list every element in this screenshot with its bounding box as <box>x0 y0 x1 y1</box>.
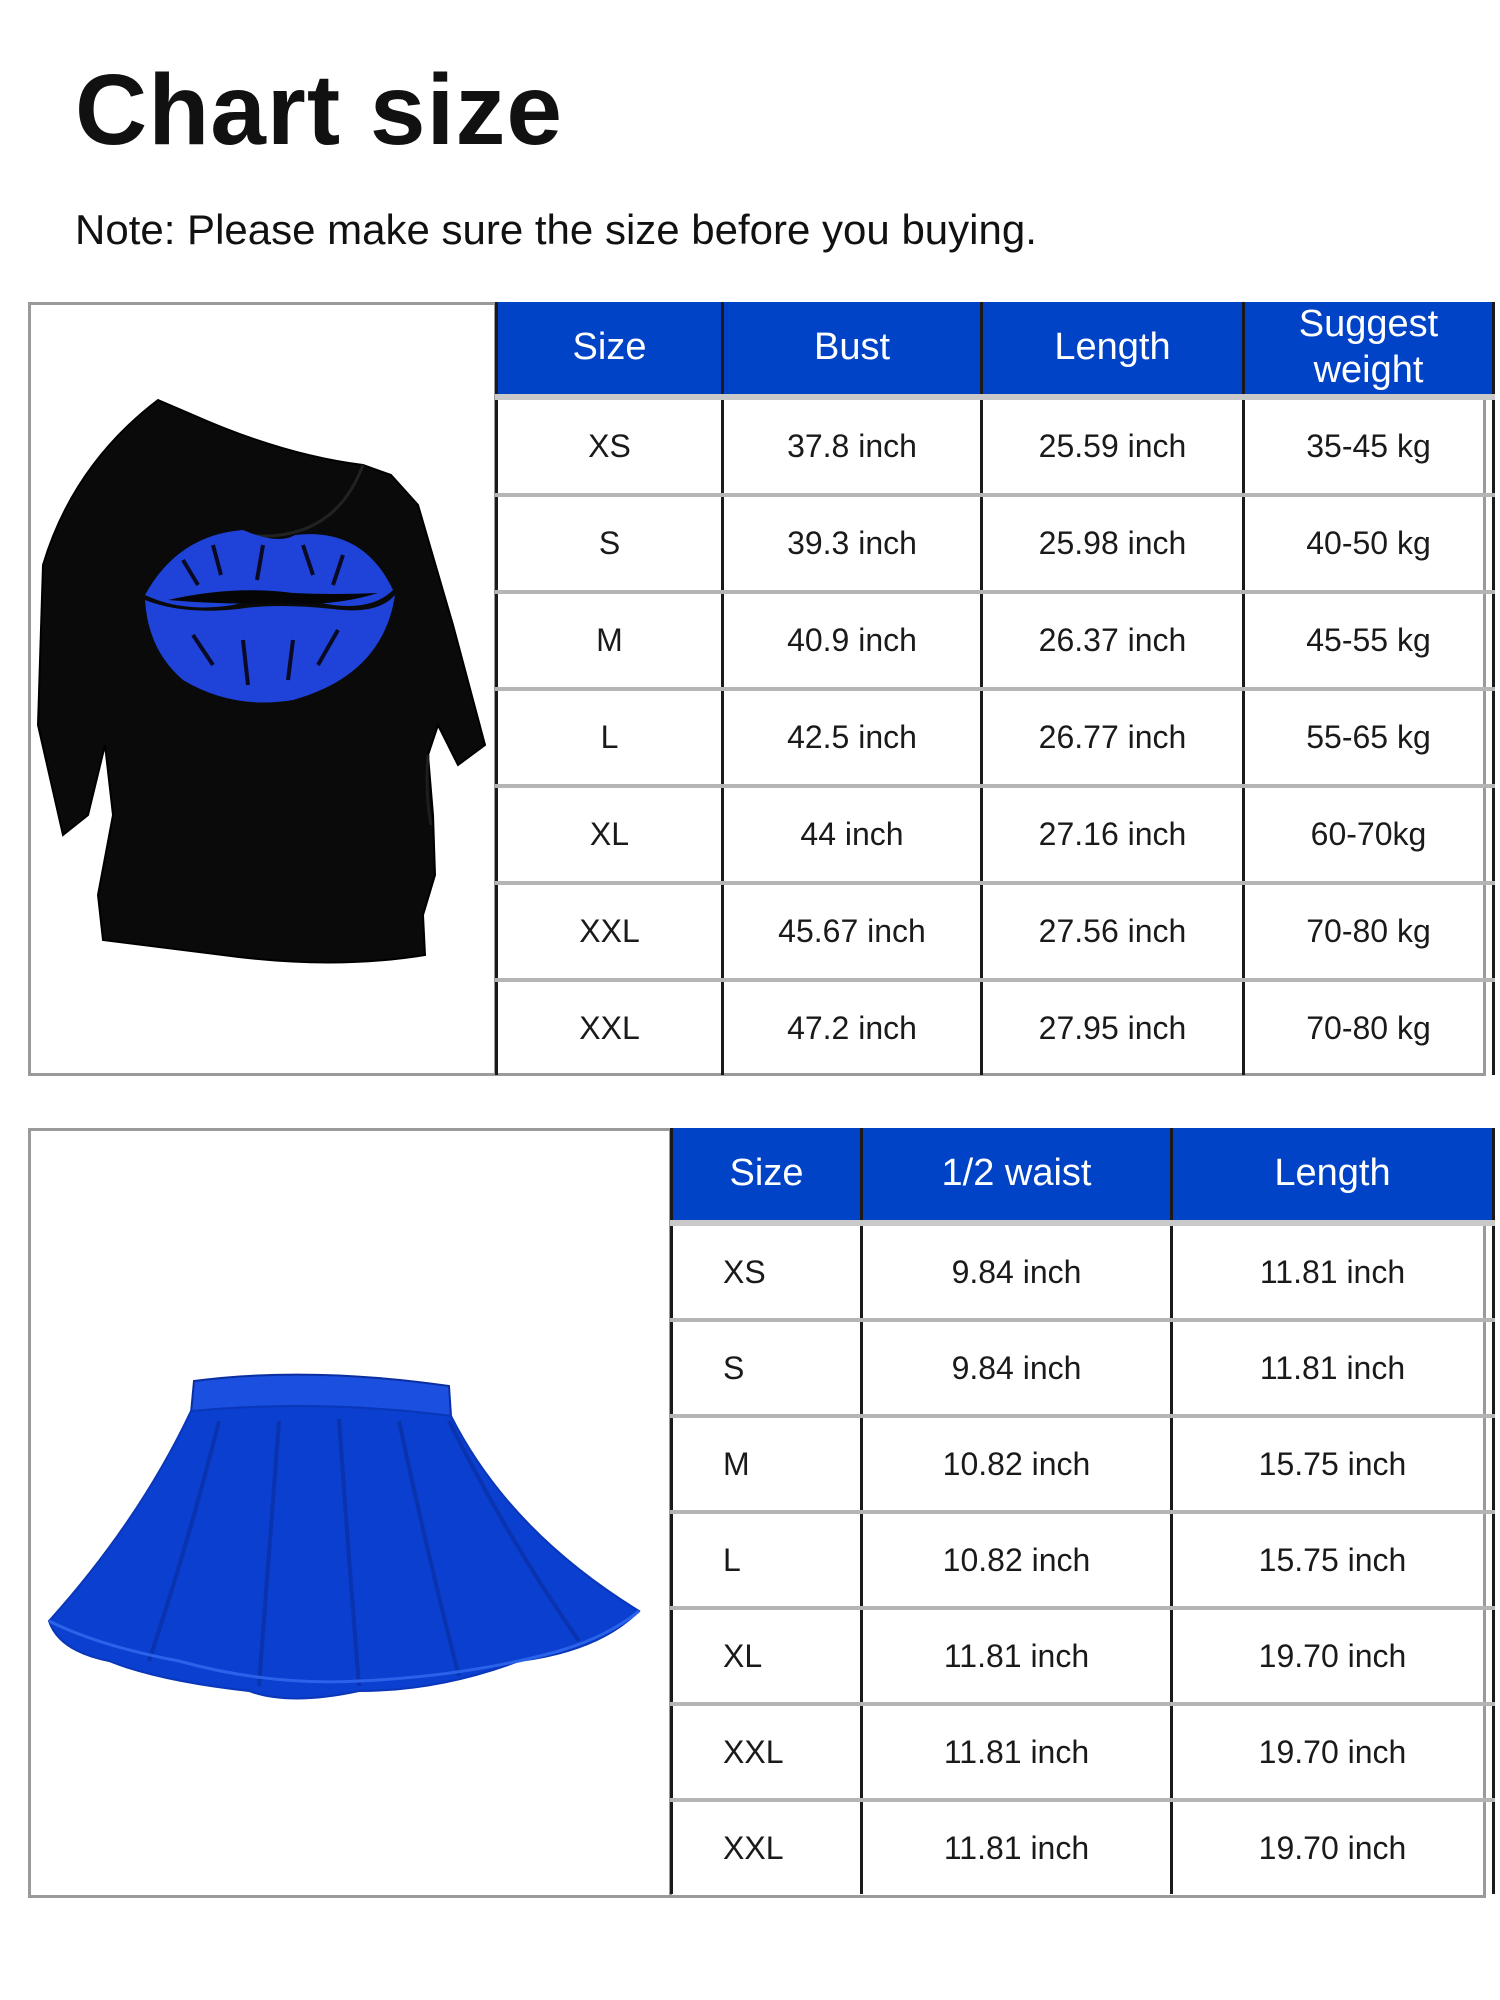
table-row <box>497 495 1494 592</box>
table-cell: 9.84 inch <box>862 1320 1172 1416</box>
table-cell: 40-50 kg <box>1244 495 1494 592</box>
table-cell: 42.5 inch <box>723 689 982 786</box>
table-row <box>672 1800 1494 1894</box>
table-cell: 70-80 kg <box>1244 980 1494 1075</box>
table-cell: M <box>672 1416 862 1512</box>
column-header: Bust <box>723 302 982 397</box>
table-cell: 70-80 kg <box>1244 883 1494 980</box>
table-cell: XL <box>672 1608 862 1704</box>
table-cell: 39.3 inch <box>723 495 982 592</box>
table-cell: 11.81 inch <box>862 1608 1172 1704</box>
table-cell: XS <box>497 397 723 495</box>
table-cell: L <box>672 1512 862 1608</box>
table-cell: 10.82 inch <box>862 1512 1172 1608</box>
table-cell: 15.75 inch <box>1172 1512 1494 1608</box>
column-header: Length <box>1172 1128 1494 1223</box>
table-cell: 35-45 kg <box>1244 397 1494 495</box>
table-cell: 47.2 inch <box>723 980 982 1075</box>
table-cell: 25.59 inch <box>982 397 1244 495</box>
table-row <box>672 1608 1494 1704</box>
table-row <box>497 883 1494 980</box>
table-row <box>672 1320 1494 1416</box>
table-cell: 19.70 inch <box>1172 1608 1494 1704</box>
table-cell: 15.75 inch <box>1172 1416 1494 1512</box>
page-title: Chart size <box>75 54 563 166</box>
table-cell: 25.98 inch <box>982 495 1244 592</box>
table-cell: 9.84 inch <box>862 1223 1172 1320</box>
column-header: 1/2 waist <box>862 1128 1172 1223</box>
table-cell: XXL <box>497 980 723 1075</box>
table-cell: 26.77 inch <box>982 689 1244 786</box>
table-row <box>497 592 1494 689</box>
table-cell: XXL <box>672 1800 862 1894</box>
table-header-row <box>672 1128 1494 1223</box>
table-cell: 11.81 inch <box>862 1800 1172 1894</box>
table-cell: 55-65 kg <box>1244 689 1494 786</box>
table-row <box>497 980 1494 1075</box>
table-cell: XS <box>672 1223 862 1320</box>
table-cell: 11.81 inch <box>1172 1223 1494 1320</box>
table-row <box>672 1512 1494 1608</box>
table-cell: 27.16 inch <box>982 786 1244 883</box>
table-cell: 45.67 inch <box>723 883 982 980</box>
table-cell: M <box>497 592 723 689</box>
table-header-row <box>497 302 1494 397</box>
table-cell: XL <box>497 786 723 883</box>
table-row <box>672 1704 1494 1800</box>
table-row <box>672 1223 1494 1320</box>
table-cell: XXL <box>497 883 723 980</box>
column-header: Length <box>982 302 1244 397</box>
table-cell: 10.82 inch <box>862 1416 1172 1512</box>
table-cell: 11.81 inch <box>862 1704 1172 1800</box>
table-cell: L <box>497 689 723 786</box>
table-row <box>497 786 1494 883</box>
column-header: Size <box>497 302 723 397</box>
skirt-size-table <box>670 1128 1495 1894</box>
table-cell: 45-55 kg <box>1244 592 1494 689</box>
table-cell: 44 inch <box>723 786 982 883</box>
shirt-image <box>33 395 493 1015</box>
table-cell: 19.70 inch <box>1172 1800 1494 1894</box>
table-cell: 37.8 inch <box>723 397 982 495</box>
shirt-size-table <box>495 302 1495 1075</box>
table-cell: 40.9 inch <box>723 592 982 689</box>
shirt-size-section <box>28 302 1486 1076</box>
table-cell: S <box>497 495 723 592</box>
column-header: Suggest weight <box>1244 302 1494 397</box>
table-row <box>497 689 1494 786</box>
skirt-image <box>39 1361 659 1721</box>
table-row <box>497 397 1494 495</box>
table-cell: 11.81 inch <box>1172 1320 1494 1416</box>
table-cell: 60-70kg <box>1244 786 1494 883</box>
table-cell: 19.70 inch <box>1172 1704 1494 1800</box>
table-cell: 26.37 inch <box>982 592 1244 689</box>
table-cell: XXL <box>672 1704 862 1800</box>
table-cell: 27.56 inch <box>982 883 1244 980</box>
skirt-size-section <box>28 1128 1486 1898</box>
shirt-image-cell <box>31 305 497 1073</box>
column-header: Size <box>672 1128 862 1223</box>
size-note: Note: Please make sure the size before you buying. <box>75 206 1037 253</box>
table-cell: 27.95 inch <box>982 980 1244 1075</box>
skirt-image-cell <box>31 1131 672 1895</box>
table-row <box>672 1416 1494 1512</box>
table-cell: S <box>672 1320 862 1416</box>
